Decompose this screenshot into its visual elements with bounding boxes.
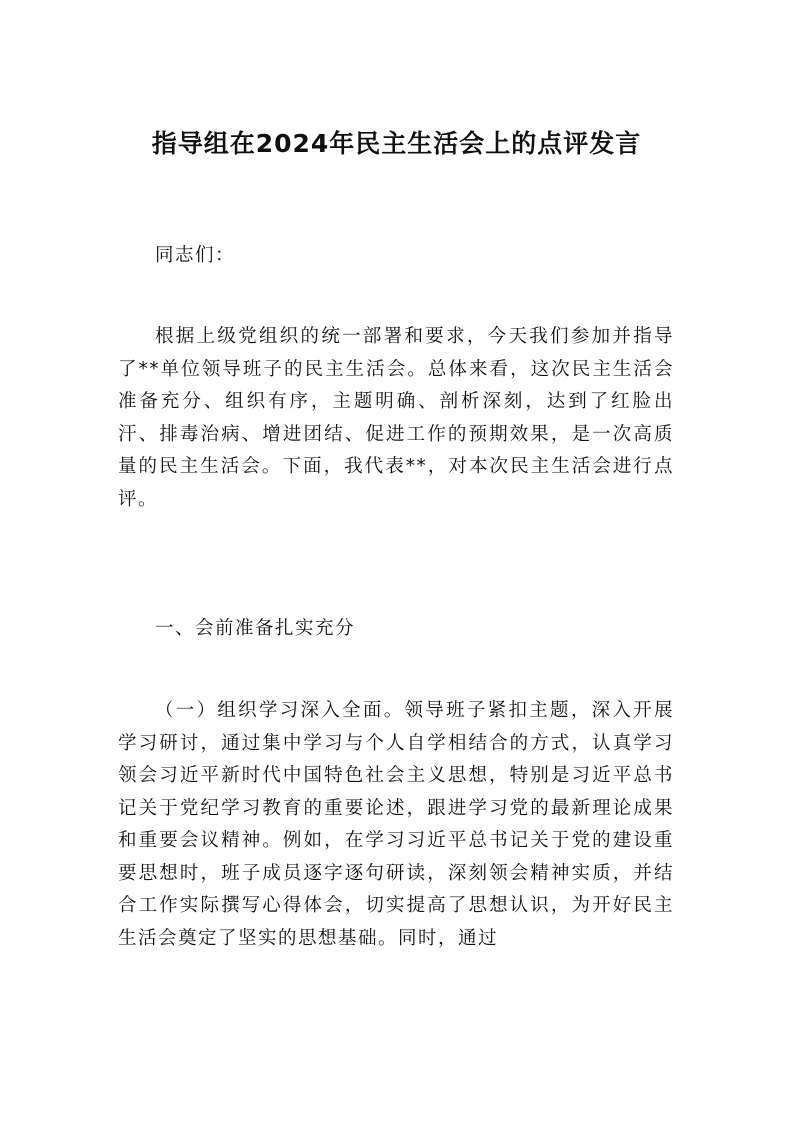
salutation: 同志们： [155,245,236,266]
section-heading-1: 一、会前准备扎实充分 [155,618,356,639]
section-1-paragraph-1: （一）组织学习深入全面。领导班子紧扣主题，深入开展学习研讨，通过集中学习与个人自学相结合的方式，认真学习领会习近平新时代中国特色社会主义思想，特别是习近平总书记关于党纪学习教育的重要论述，跟进学习党的最新理论成果和重要会议精神。例如，在学习习近平总书记关于党的建设重要思想时，班子成员逐字逐句研读，深刻领会精神实质，并结合工作实际撰写心得体会，切实提高了思想认识，为开好民主生活会奠定了坚实的思想基础。同时，通过 [118,700,674,949]
document-title: 指导组在2024年民主生活会上的点评发言 [151,129,642,158]
intro-paragraph: 根据上级党组织的统一部署和要求，今天我们参加并指导了**单位领导班子的民主生活会。总体来看，这次民主生活会准备充分、组织有序，主题明确、剖析深刻，达到了红脸出汗、排毒治病、增进团结、促进工作的预期效果，是一次高质量的民主生活会。下面，我代表**，对本次民主生活会进行点评。 [118,326,674,510]
